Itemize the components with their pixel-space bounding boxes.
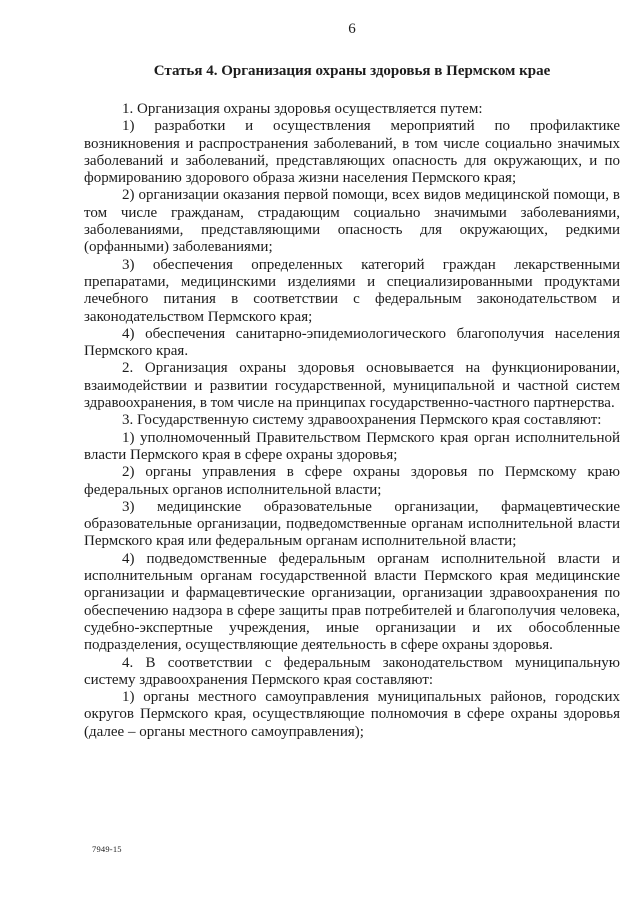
paragraph: 4) обеспечения санитарно-эпидемиологического благополучия населения Пермского края.	[84, 325, 620, 360]
page-content	[84, 0, 620, 741]
article-title: Статья 4. Организация охраны здоровья в Пермском крае	[153, 63, 551, 79]
paragraph: 1) органы местного самоуправления муниципальных районов, городских округов Пермского края, осуществляющие полномочия в сфере охраны здоровья (далее – органы местного самоуправления);	[84, 689, 620, 740]
page-number: 6	[348, 21, 356, 37]
paragraph: 1) разработки и осуществления мероприятий по профилактике возникновения и распространения заболеваний, в том числе социально значимых заболеваний и заболеваний, представляющих опасность для окружающих, и по формированию здорового образа жизни населения Пермского края;	[84, 118, 620, 187]
paragraph: 1) уполномоченный Правительством Пермского края орган исполнительной власти Пермского края в сфере охраны здоровья;	[84, 429, 620, 463]
footer-code: 7949-15	[92, 844, 122, 854]
paragraph: 3) обеспечения определенных категорий граждан лекарственными препаратами, медицинскими изделиями и специализированными продуктами лечебного питания в соответствии с федеральным законодательством и законодательством Пермского края;	[84, 256, 620, 325]
paragraph: 4) подведомственные федеральным органам исполнительной власти и исполнительным органам государственной власти Пермского края медицинские организации и фармацевтические организации, организации здравоохранения по обеспечению надзора в сфере защиты прав потребителей и благополучия человека, судебно-экспертные учреждения, иные организации и их обособленные подразделения, осуществляющие деятельность в сфере охраны здоровья.	[84, 550, 620, 654]
paragraph: 1. Организация охраны здоровья осуществляется путем:	[122, 101, 483, 117]
paragraph: 3) медицинские образовательные организации, фармацевтические образовательные организации, подведомственные органам исполнительной власти Пермского края или федеральным органам исполнительной власти;	[84, 498, 620, 550]
paragraph: 3. Государственную систему здравоохранения Пермского края составляют:	[122, 412, 602, 429]
paragraph: 2) организации оказания первой помощи, всех видов медицинской помощи, в том числе гражданам, страдающим социально значимыми заболеваниями, заболеваниями, представляющими опасность для окружающих, редкими (орфанными) заболеваниями;	[84, 187, 620, 256]
paragraph: 4. В соответствии с федеральным законодательством муниципальную систему здравоохранения Пермского края составляют:	[84, 654, 620, 688]
paragraph: 2) органы управления в сфере охраны здоровья по Пермскому краю федеральных органов исполнительной власти;	[84, 464, 620, 498]
paragraph: 2. Организация охраны здоровья основывается на функционировании, взаимодействии и развитии государственной, муниципальной и частной систем здравоохранения, в том числе на принципах государственно-частного партнерства.	[84, 360, 620, 412]
article-body	[84, 101, 620, 741]
